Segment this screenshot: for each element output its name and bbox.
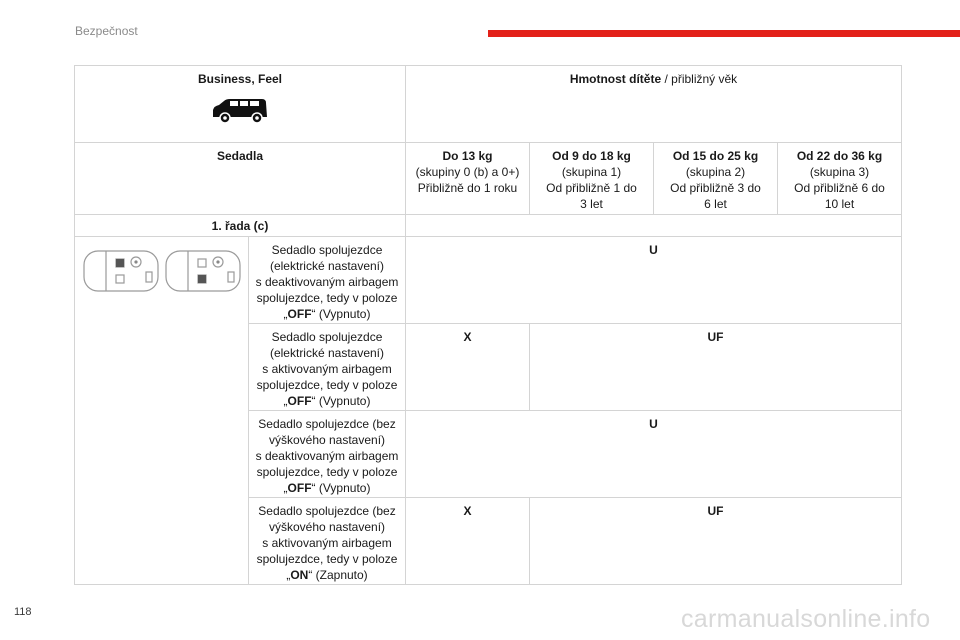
seat-diagram-cell (74, 236, 249, 585)
model-name: Business, Feel (197, 72, 283, 86)
airbag-state: ON (290, 568, 309, 582)
group-title: Od 15 do 25 kg (672, 149, 759, 163)
seat-desc-line: s deaktivovaným airbagem (255, 449, 399, 463)
suitability-cell (405, 410, 902, 498)
seat-description-cell (248, 323, 406, 411)
row-label-cell (74, 214, 406, 237)
header-accent-bar (488, 30, 960, 37)
airbag-state-line: „ON“ (Zapnuto) (286, 568, 368, 582)
group-line: 10 let (824, 197, 855, 211)
suitability-cell (405, 236, 902, 324)
airbag-state: OFF (287, 481, 312, 495)
suitability-cell-rest (529, 323, 902, 411)
seat-description-cell (248, 410, 406, 498)
group-title: Od 22 do 36 kg (796, 149, 883, 163)
suitability-cell-first (405, 497, 530, 585)
seat-desc-line: Sedadlo spolujezdce (271, 330, 383, 344)
seat-desc-line: spolujezdce, tedy v poloze (256, 552, 398, 566)
seat-desc-line: výškového nastavení) (268, 433, 386, 447)
airbag-state-line: „OFF“ (Vypnuto) (283, 394, 371, 408)
group-line: (skupina 3) (809, 165, 870, 179)
seat-desc-line: (elektrické nastavení) (269, 346, 385, 360)
airbag-state-line: „OFF“ (Vypnuto) (283, 307, 371, 321)
group-cell-3 (777, 142, 902, 215)
suitability-value: UF (707, 330, 724, 344)
weight-suffix: / přibližný věk (661, 72, 738, 86)
suitability-value: U (649, 417, 658, 431)
model-cell (74, 65, 406, 143)
seat-desc-line: spolujezdce, tedy v poloze (256, 291, 398, 305)
seat-desc-line: s deaktivovaným airbagem (255, 275, 399, 289)
airbag-state: OFF (287, 307, 312, 321)
seat-desc-line: Sedadlo spolujezdce (271, 243, 383, 257)
suitability-value: U (649, 243, 658, 257)
seat-desc-line: výškového nastavení) (268, 520, 386, 534)
group-line: Přibližně do 1 roku (417, 181, 518, 195)
group-title: Od 9 do 18 kg (552, 149, 631, 163)
seat-layout-icon (80, 245, 244, 301)
group-cell-0 (405, 142, 530, 215)
seat-desc-line: (elektrické nastavení) (269, 259, 385, 273)
suitability-value: X (463, 504, 472, 518)
section-title: Bezpečnost (75, 24, 138, 38)
suitability-cell-rest (529, 497, 902, 585)
group-cell-1 (529, 142, 654, 215)
seats-header: Sedadla (216, 149, 264, 163)
suitability-value: X (463, 330, 472, 344)
airbag-state-line: „OFF“ (Vypnuto) (283, 481, 371, 495)
airbag-state: OFF (287, 394, 312, 408)
group-line: Od přibližně 1 do (546, 181, 637, 195)
seat-description-cell (248, 236, 406, 324)
group-line: (skupina 2) (685, 165, 746, 179)
suitability-value: UF (707, 504, 724, 518)
group-line: 3 let (580, 197, 603, 211)
group-line: Od přibližně 3 do (670, 181, 761, 195)
group-line: (skupina 1) (561, 165, 622, 179)
suitability-cell-first (405, 323, 530, 411)
group-line: (skupiny 0 (b) a 0+) (415, 165, 520, 179)
seat-desc-line: s aktivovaným airbagem (262, 536, 392, 550)
group-line: 6 let (704, 197, 727, 211)
seat-desc-line: spolujezdce, tedy v poloze (256, 378, 398, 392)
group-line: Od přibližně 6 do (794, 181, 885, 195)
seat-desc-line: Sedadlo spolujezdce (bez (258, 417, 396, 431)
page-number: 118 (14, 606, 32, 618)
row-label: 1. řada (c) (211, 219, 269, 233)
seat-desc-line: Sedadlo spolujezdce (bez (258, 504, 396, 518)
seat-desc-line: spolujezdce, tedy v poloze (256, 465, 398, 479)
car-side-icon (210, 95, 270, 129)
seat-desc-line: s aktivovaným airbagem (262, 362, 392, 376)
group-title: Do 13 kg (442, 149, 493, 163)
seat-description-cell (248, 497, 406, 585)
watermark: carmanualsonline.info (681, 605, 931, 633)
group-cell-2 (653, 142, 778, 215)
seats-header-cell (74, 142, 406, 215)
weight-header-cell (405, 65, 902, 143)
row-label-empty (405, 214, 902, 237)
weight-title: Hmotnost dítěte (569, 72, 662, 86)
